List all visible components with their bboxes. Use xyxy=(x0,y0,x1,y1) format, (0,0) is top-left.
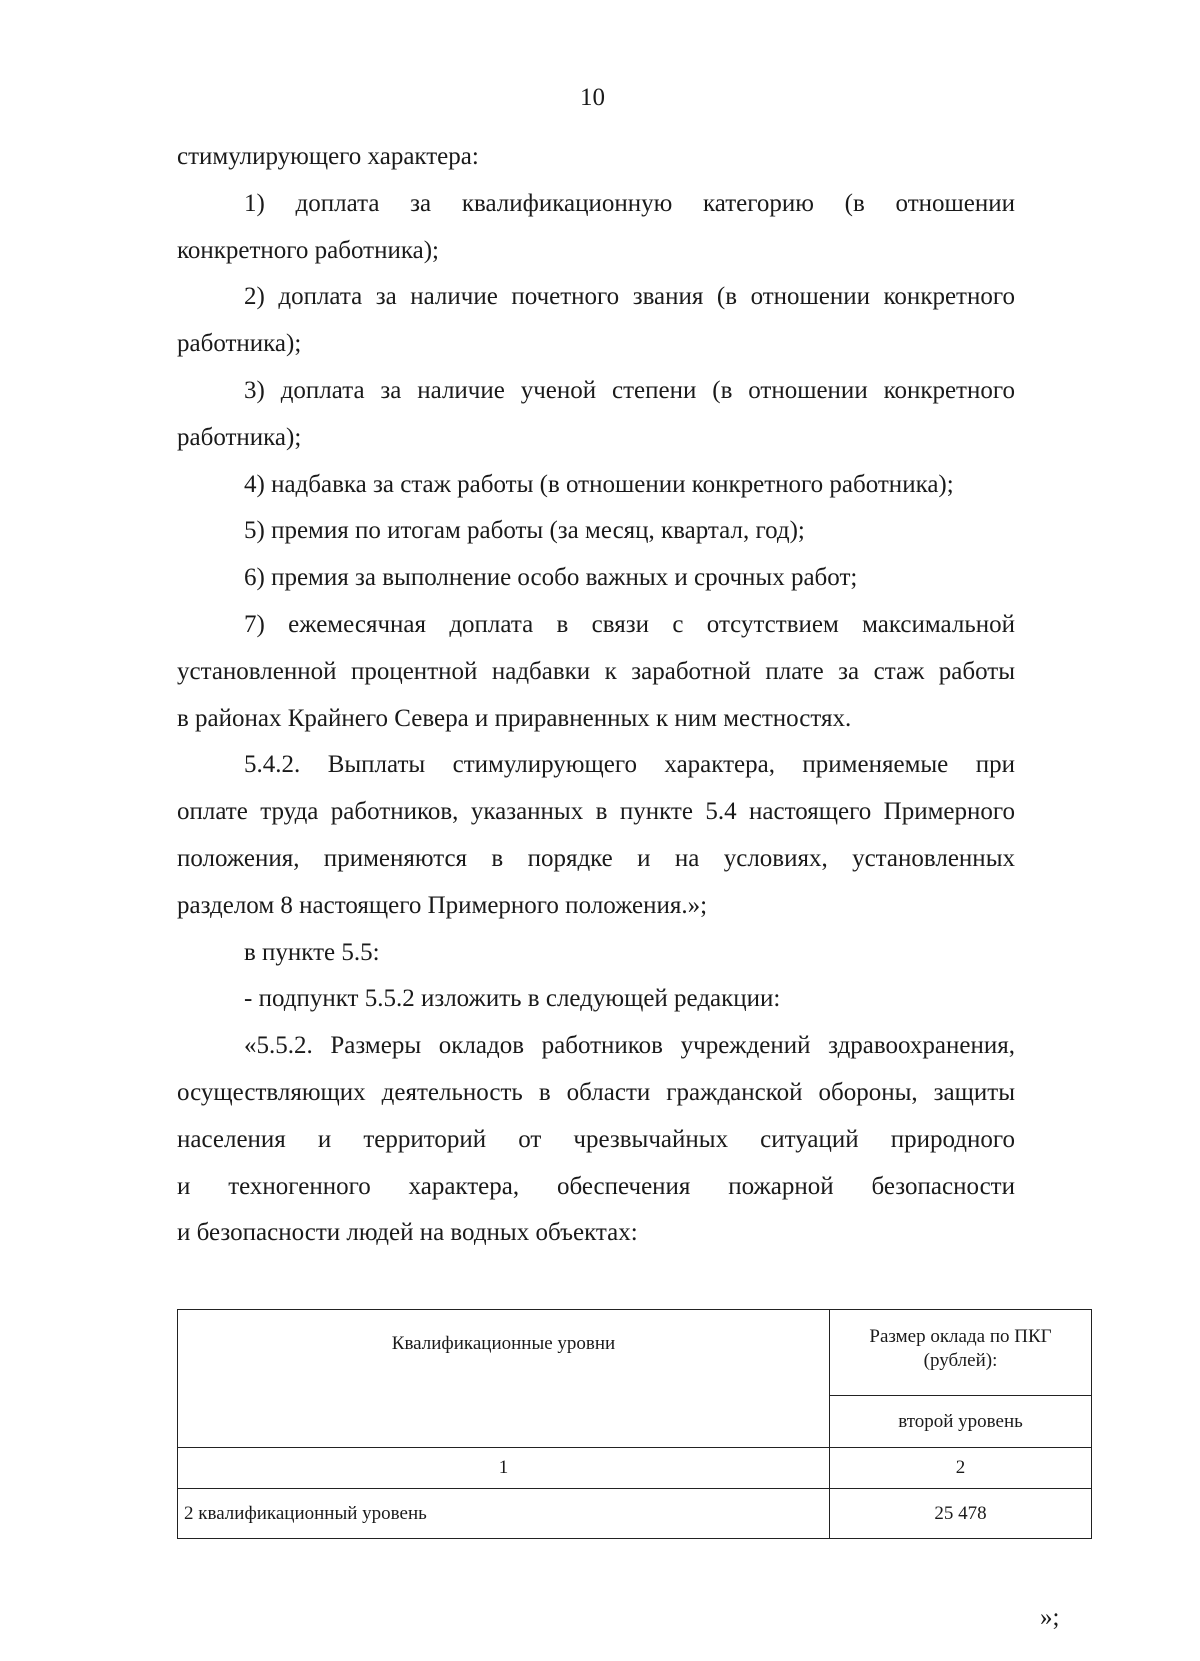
header-salary-line1: Размер оклада по ПКГ xyxy=(869,1326,1052,1347)
text-line: стимулирующего характера: xyxy=(177,143,479,170)
text-line: работника); xyxy=(177,330,302,358)
header-qualification-levels: Квалификационные уровни xyxy=(178,1310,830,1448)
text-line: - подпункт 5.5.2 изложить в следующей редакции: xyxy=(244,985,781,1013)
text-line: 2) доплата за наличие почетного звания (в отношении конкретного xyxy=(244,283,1015,311)
text-line: положения, применяются в порядке и на условиях, установленных xyxy=(177,844,1015,872)
text-line: конкретного работника); xyxy=(177,236,439,264)
salary-table xyxy=(177,1309,1092,1539)
text-line: осуществляющих деятельность в области гражданской обороны, защиты xyxy=(177,1078,1015,1106)
text-line: работника); xyxy=(177,423,302,451)
column-number-2: 2 xyxy=(830,1448,1092,1489)
subheader-second-level: второй уровень xyxy=(830,1396,1092,1448)
text-line: и безопасности людей на водных объектах: xyxy=(177,1219,638,1247)
text-line: установленной процентной надбавки к заработной плате за стаж работы xyxy=(177,657,1015,685)
text-line: населения и территорий от чрезвычайных ситуаций природного xyxy=(177,1125,1015,1153)
column-number-1: 1 xyxy=(178,1448,830,1489)
text-line: разделом 8 настоящего Примерного положения.»; xyxy=(177,891,708,919)
salary-value: 25 478 xyxy=(830,1489,1092,1539)
qualification-level-label: 2 квалификационный уровень xyxy=(178,1489,830,1539)
text-line: 7) ежемесячная доплата в связи с отсутствием максимальной xyxy=(244,610,1015,638)
text-line: 4) надбавка за стаж работы (в отношении конкретного работника); xyxy=(244,470,954,498)
text-line: и техногенного характера, обеспечения пожарной безопасности xyxy=(177,1172,1015,1200)
document-body xyxy=(177,134,1015,1257)
page-number: 10 xyxy=(580,84,605,111)
text-line: 5) премия по итогам работы (за месяц, квартал, год); xyxy=(244,517,805,545)
text-line: оплате труда работников, указанных в пункте 5.4 настоящего Примерного xyxy=(177,798,1015,826)
header-salary-line2: (рублей): xyxy=(923,1350,998,1371)
text-line: в пункте 5.5: xyxy=(244,938,380,966)
text-line: «5.5.2. Размеры окладов работников учреждений здравоохранения, xyxy=(244,1032,1015,1060)
text-line: 5.4.2. Выплаты стимулирующего характера, применяемые при xyxy=(244,751,1015,779)
text-line: 3) доплата за наличие ученой степени (в отношении конкретного xyxy=(244,376,1015,404)
header-salary-size xyxy=(830,1310,1092,1396)
text-line: в районах Крайнего Севера и приравненных к ним местностях. xyxy=(177,704,852,732)
text-line: 1) доплата за квалификационную категорию (в отношении xyxy=(244,189,1015,217)
closing-quote: »; xyxy=(1040,1604,1060,1631)
text-line: 6) премия за выполнение особо важных и срочных работ; xyxy=(244,564,858,592)
table-header-row xyxy=(178,1310,1092,1396)
table-column-numbers-row xyxy=(178,1448,1092,1489)
table-row xyxy=(178,1489,1092,1539)
